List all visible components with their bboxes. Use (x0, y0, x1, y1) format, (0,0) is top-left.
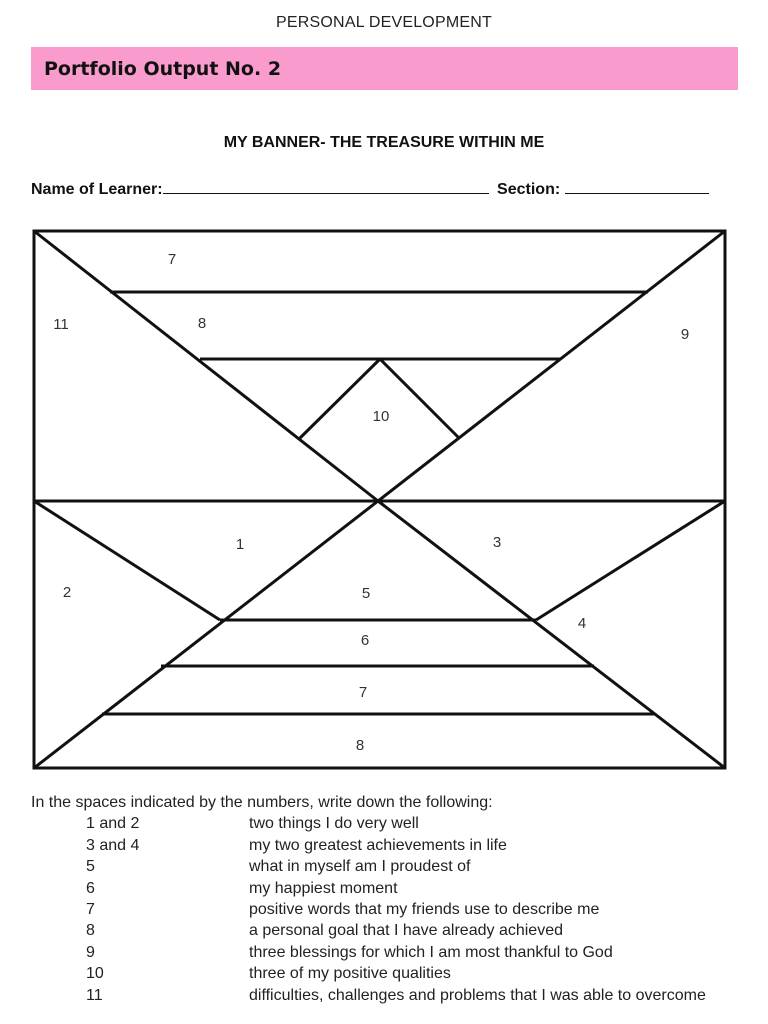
portfolio-title: Portfolio Output No. 2 (44, 57, 282, 80)
section-number-10: 10 (372, 408, 390, 425)
instruction-key: 8 (86, 922, 95, 940)
banner-diagram (28, 225, 730, 773)
section-number-1: 1 (235, 536, 245, 553)
instructions (31, 792, 751, 1006)
diamond-right-edge (380, 359, 459, 438)
instruction-row (31, 856, 751, 877)
instruction-row (31, 920, 751, 941)
instruction-row (31, 878, 751, 899)
instruction-row (31, 899, 751, 920)
portfolio-title-bar (31, 47, 738, 90)
instruction-row (31, 835, 751, 856)
instruction-key: 6 (86, 879, 95, 897)
section-number-11: 11 (53, 316, 69, 333)
page-header: PERSONAL DEVELOPMENT (276, 14, 492, 31)
instruction-value: my happiest moment (249, 879, 398, 897)
instruction-value: positive words that my friends use to describe me (249, 901, 600, 919)
diamond-left-edge (300, 359, 380, 438)
instruction-key: 11 (86, 986, 103, 1004)
section-number-7-top: 7 (167, 251, 177, 268)
lower-left-diagonal (34, 501, 378, 768)
instruction-key: 9 (86, 943, 95, 961)
instruction-value: difficulties, challenges and problems that I was able to overcome (249, 986, 706, 1004)
learner-info-row (31, 179, 734, 199)
learner-name-label: Name of Learner: (31, 181, 163, 198)
instruction-value: a personal goal that I have already achieved (249, 922, 563, 940)
lower-right-slant (536, 501, 725, 620)
upper-left-diagonal (34, 231, 378, 501)
instruction-key: 10 (86, 965, 104, 983)
section-number-5: 5 (361, 585, 371, 602)
section-number-9: 9 (680, 326, 690, 343)
section-number-4: 4 (577, 615, 587, 632)
instruction-row (31, 985, 751, 1006)
instruction-row (31, 963, 751, 984)
instruction-key: 3 and 4 (86, 836, 140, 854)
section-number-6: 6 (360, 632, 370, 649)
instruction-value: my two greatest achievements in life (249, 836, 507, 854)
instruction-key: 7 (86, 901, 95, 919)
learner-name-blank[interactable] (163, 179, 489, 194)
lower-left-slant (34, 501, 220, 620)
section-number-8-bottom: 8 (355, 737, 365, 754)
upper-right-diagonal (378, 231, 725, 501)
banner-lines (34, 231, 725, 768)
instruction-row (31, 942, 751, 963)
instruction-value: three blessings for which I am most thankful to God (249, 943, 613, 961)
instruction-value: two things I do very well (249, 815, 419, 833)
section-number-7-bottom: 7 (358, 684, 368, 701)
section-label: Section: (497, 181, 561, 198)
section-number-8-top: 8 (197, 315, 207, 332)
instruction-row (31, 813, 751, 834)
instruction-value: what in myself am I proudest of (249, 858, 471, 876)
instruction-key: 1 and 2 (86, 815, 140, 833)
section-number-2: 2 (62, 584, 72, 601)
lower-right-diagonal (378, 501, 725, 768)
section-number-3: 3 (492, 534, 502, 551)
instruction-key: 5 (86, 858, 95, 876)
instructions-intro: In the spaces indicated by the numbers, write down the following: (31, 794, 493, 811)
instruction-value: three of my positive qualities (249, 965, 451, 983)
section-blank[interactable] (565, 179, 709, 194)
banner-title: MY BANNER- THE TREASURE WITHIN ME (223, 134, 545, 151)
